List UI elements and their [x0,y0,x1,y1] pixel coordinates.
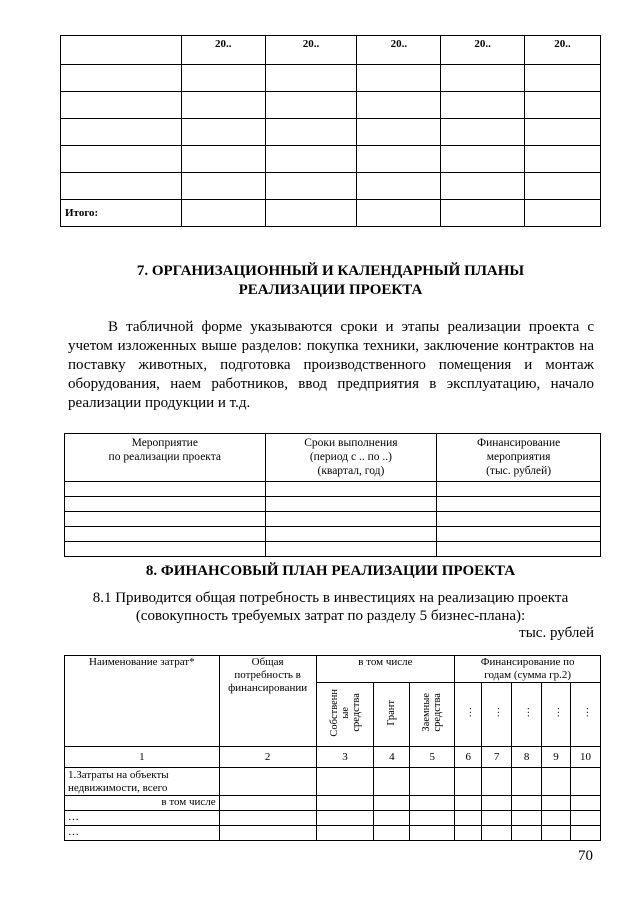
year-header: 20.. [525,36,601,65]
header-including: в том числе [316,656,455,683]
header-loan-funds: Заемные средства [421,693,444,732]
column-number-row [65,747,601,768]
table-row [65,826,601,841]
year-table [60,35,601,227]
header-total-need: Общая потребность в финансировании [219,656,316,747]
column-number: 5 [410,747,455,768]
table-row [61,173,601,200]
table-row [61,65,601,92]
header-financing: Финансирование мероприятия (тыс. рублей) [437,434,601,482]
table-row [61,92,601,119]
schedule-table [64,433,601,557]
table-row [65,482,601,497]
column-number: 1 [65,747,220,768]
header-financing-by-year: Финансирование по годам (сумма гр.2) [455,656,601,683]
section7-title-line2: РЕАЛИЗАЦИИ ПРОЕКТА [238,282,423,298]
row-label: … [65,826,220,841]
table-row [65,768,601,796]
section8-subtitle-line1: 8.1 Приводится общая потребность в инвестициях на реализацию проекта [92,590,569,606]
header-activity: Мероприятие по реализации проекта [65,434,266,482]
total-row [61,200,601,227]
table-row [65,796,601,811]
header-year-dots: … [521,707,533,718]
column-number: 3 [316,747,374,768]
row-label: 1.Затраты на объекты [68,769,169,781]
header-year-dots: … [580,707,591,718]
section7-paragraph: В табличной форме указываются сроки и этапы реализации проекта с учетом изложенных выше разделов: покупка техники, заключение контрактов на поставку животных, подготовка производственного помещения и монтаж оборудования, наем работников, ввод предприятия в эксплуатацию, начало реализации продукции и т.д. [68,319,594,411]
column-number: 10 [571,747,601,768]
column-number: 7 [482,747,512,768]
table-row [65,527,601,542]
header-year-dots: … [550,707,562,718]
year-header: 20.. [357,36,441,65]
header-year-dots: … [491,707,503,718]
column-number: 2 [219,747,316,768]
row-label: недвижимости, всего [68,782,168,794]
year-header: 20.. [265,36,357,65]
table-row [65,542,601,557]
page-number: 70 [578,848,593,864]
table-row [65,811,601,826]
year-header: 20.. [441,36,525,65]
table-row [61,119,601,146]
year-header: 20.. [181,36,265,65]
column-number: 9 [542,747,571,768]
header-cost-name: Наименование затрат* [65,656,220,747]
table-row [65,512,601,527]
header-year-dots: … [462,707,474,718]
investment-table [64,655,601,841]
table-row [65,497,601,512]
row-label: … [65,811,220,826]
header-grant: Грант [386,699,398,726]
header-deadlines: Сроки выполнения (период с .. по ..) (квартал, год) [265,434,437,482]
column-number: 4 [374,747,410,768]
header-own-funds: Собственн ые средства [328,688,362,737]
section7-title-line1: 7. ОРГАНИЗАЦИОННЫЙ И КАЛЕНДАРНЫЙ ПЛАНЫ [136,263,525,279]
section8-subtitle-line2: (совокупность требуемых затрат по разделу 5 бизнес-плана): [135,608,526,624]
table-row [61,146,601,173]
total-label: Итого: [61,200,182,227]
section8-title: 8. ФИНАНСОВЫЙ ПЛАН РЕАЛИЗАЦИИ ПРОЕКТА [145,563,516,579]
units-label: тыс. рублей [519,625,594,641]
column-number: 8 [512,747,542,768]
column-number: 6 [455,747,482,768]
row-label: в том числе [65,796,220,811]
